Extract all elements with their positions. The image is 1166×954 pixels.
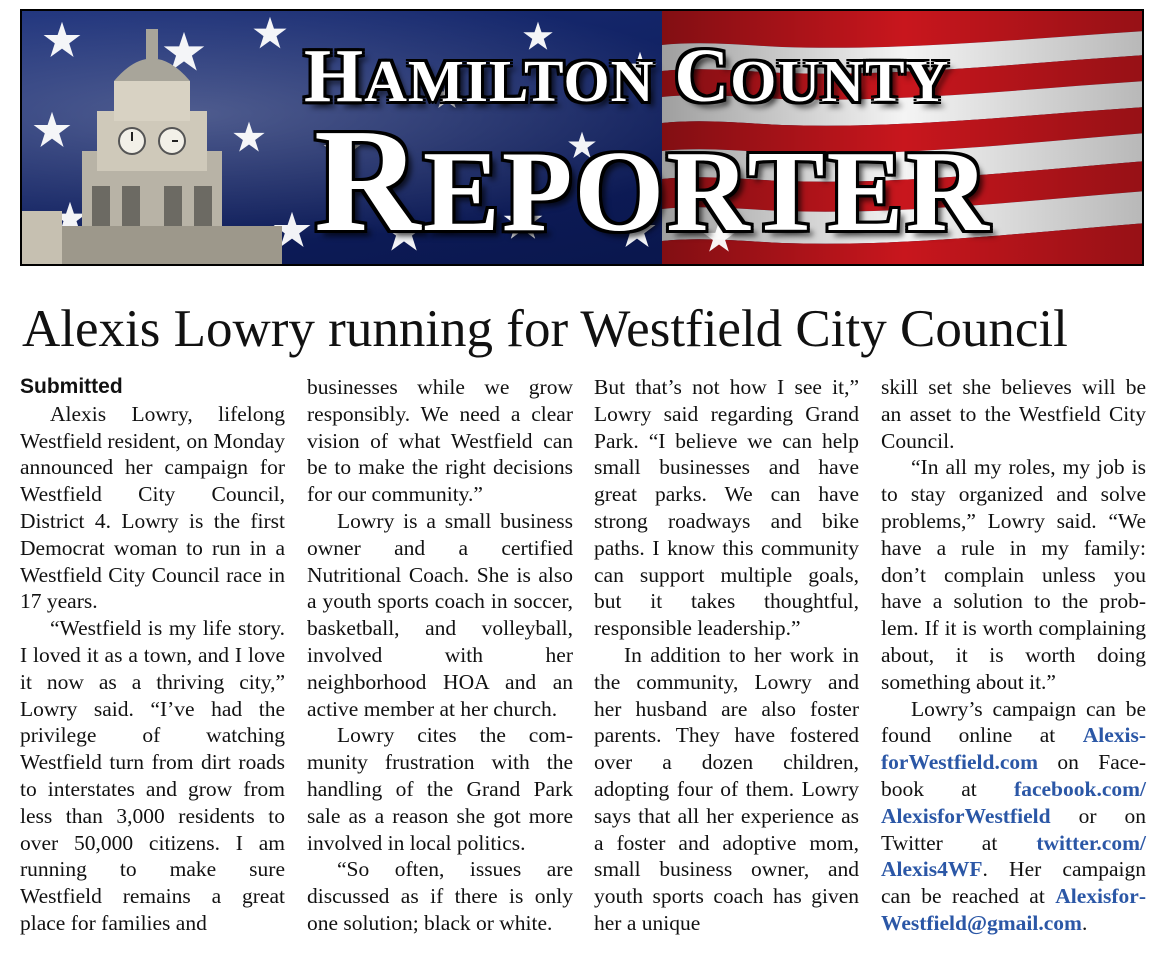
paragraph: “Westfield is my life story. I loved it as a town, and I love it now as a thriving city,” Lowry said. “I’ve had the privilege of watching Westfield turn from dirt roads to interstates and grow from less than 3,000 residents to over 50,000 citizens. I am running to make sure Westfield remains a great place for families and [20, 616, 285, 935]
article-headline: Alexis Lowry running for Westfield City Council [22, 300, 1068, 358]
contact-text: or on Twitter at [881, 803, 1146, 855]
paragraph: In addition to her work in the community, Lowry and her husband are also foster parents. They have fostered over a dozen children, adopting four of them. Lowry says that all her experience as a foster and adoptive mom, small business owner, and youth sports coach has given her a unique [594, 642, 859, 935]
article-byline: Submitted [20, 375, 123, 398]
paragraph-continued: businesses while we grow responsibly. We need a clear vision of what Westfield can be to make the right decisions for our community.” [307, 375, 573, 507]
masthead-line-reporter: REPORTER [314, 99, 991, 263]
website-link[interactable]: AlexisforWestfield.com [881, 723, 1146, 775]
masthead-banner [20, 9, 1144, 266]
paragraph-continued: But that’s not how I see it,” Lowry said regarding Grand Park. “I believe we can help small businesses and have great parks. We can have strong roadways and bike paths. I know this community can support multiple goals, but it takes thoughtful, responsible leadership.” [594, 375, 859, 641]
article-column-2 [307, 374, 573, 937]
contact-text: . [1081, 910, 1088, 935]
paragraph: Lowry is a small business owner and a certified Nutritional Coach. She is also a youth sports coach in soccer, basketball, and volleyball, involved with her neighborhood HOA and an active member at her church. [307, 508, 573, 721]
article-column-1 [20, 374, 285, 937]
article-column-3 [594, 374, 859, 937]
facebook-link[interactable]: facebook.com/ AlexisforWestfield [881, 776, 1146, 828]
email-link[interactable]: AlexisforWestfield@gmail.com [881, 884, 1146, 935]
twitter-link[interactable]: twitter.com/ Alexis4WF [881, 830, 1146, 882]
masthead-title [22, 11, 1142, 264]
paragraph: Lowry cites the community frustration with the handling of the Grand Park sale as a reason she got more involved in local politics. [307, 723, 573, 855]
contact-text: Lowry’s campaign can be found online at [881, 696, 1146, 748]
contact-text: on Facebook at [881, 750, 1146, 801]
paragraph: “So often, issues are discussed as if there is only one solution; black or white. [307, 857, 573, 935]
contact-text: . Her campaign can be reached at [881, 857, 1146, 909]
paragraph-continued: skill set she believes will be an asset to the Westfield City Council. [881, 375, 1146, 453]
paragraph: “In all my roles, my job is to stay organized and solve problems,” Lowry said. “We have a rule in my family: don’t complain unless you have a solution to the problem. If it is worth complaining about, it is worth doing something about it.” [881, 455, 1146, 694]
paragraph: Alexis Lowry, lifelong Westfield resident, on Monday announced her campaign for Westfield City Council, District 4. Lowry is the first Democrat woman to run in a Westfield City Council race in 17 years. [20, 401, 285, 614]
article-column-4 [881, 374, 1146, 937]
masthead-line-hamilton-county: HAMILTON COUNTY [304, 34, 950, 118]
paragraph-contact [881, 696, 1146, 937]
